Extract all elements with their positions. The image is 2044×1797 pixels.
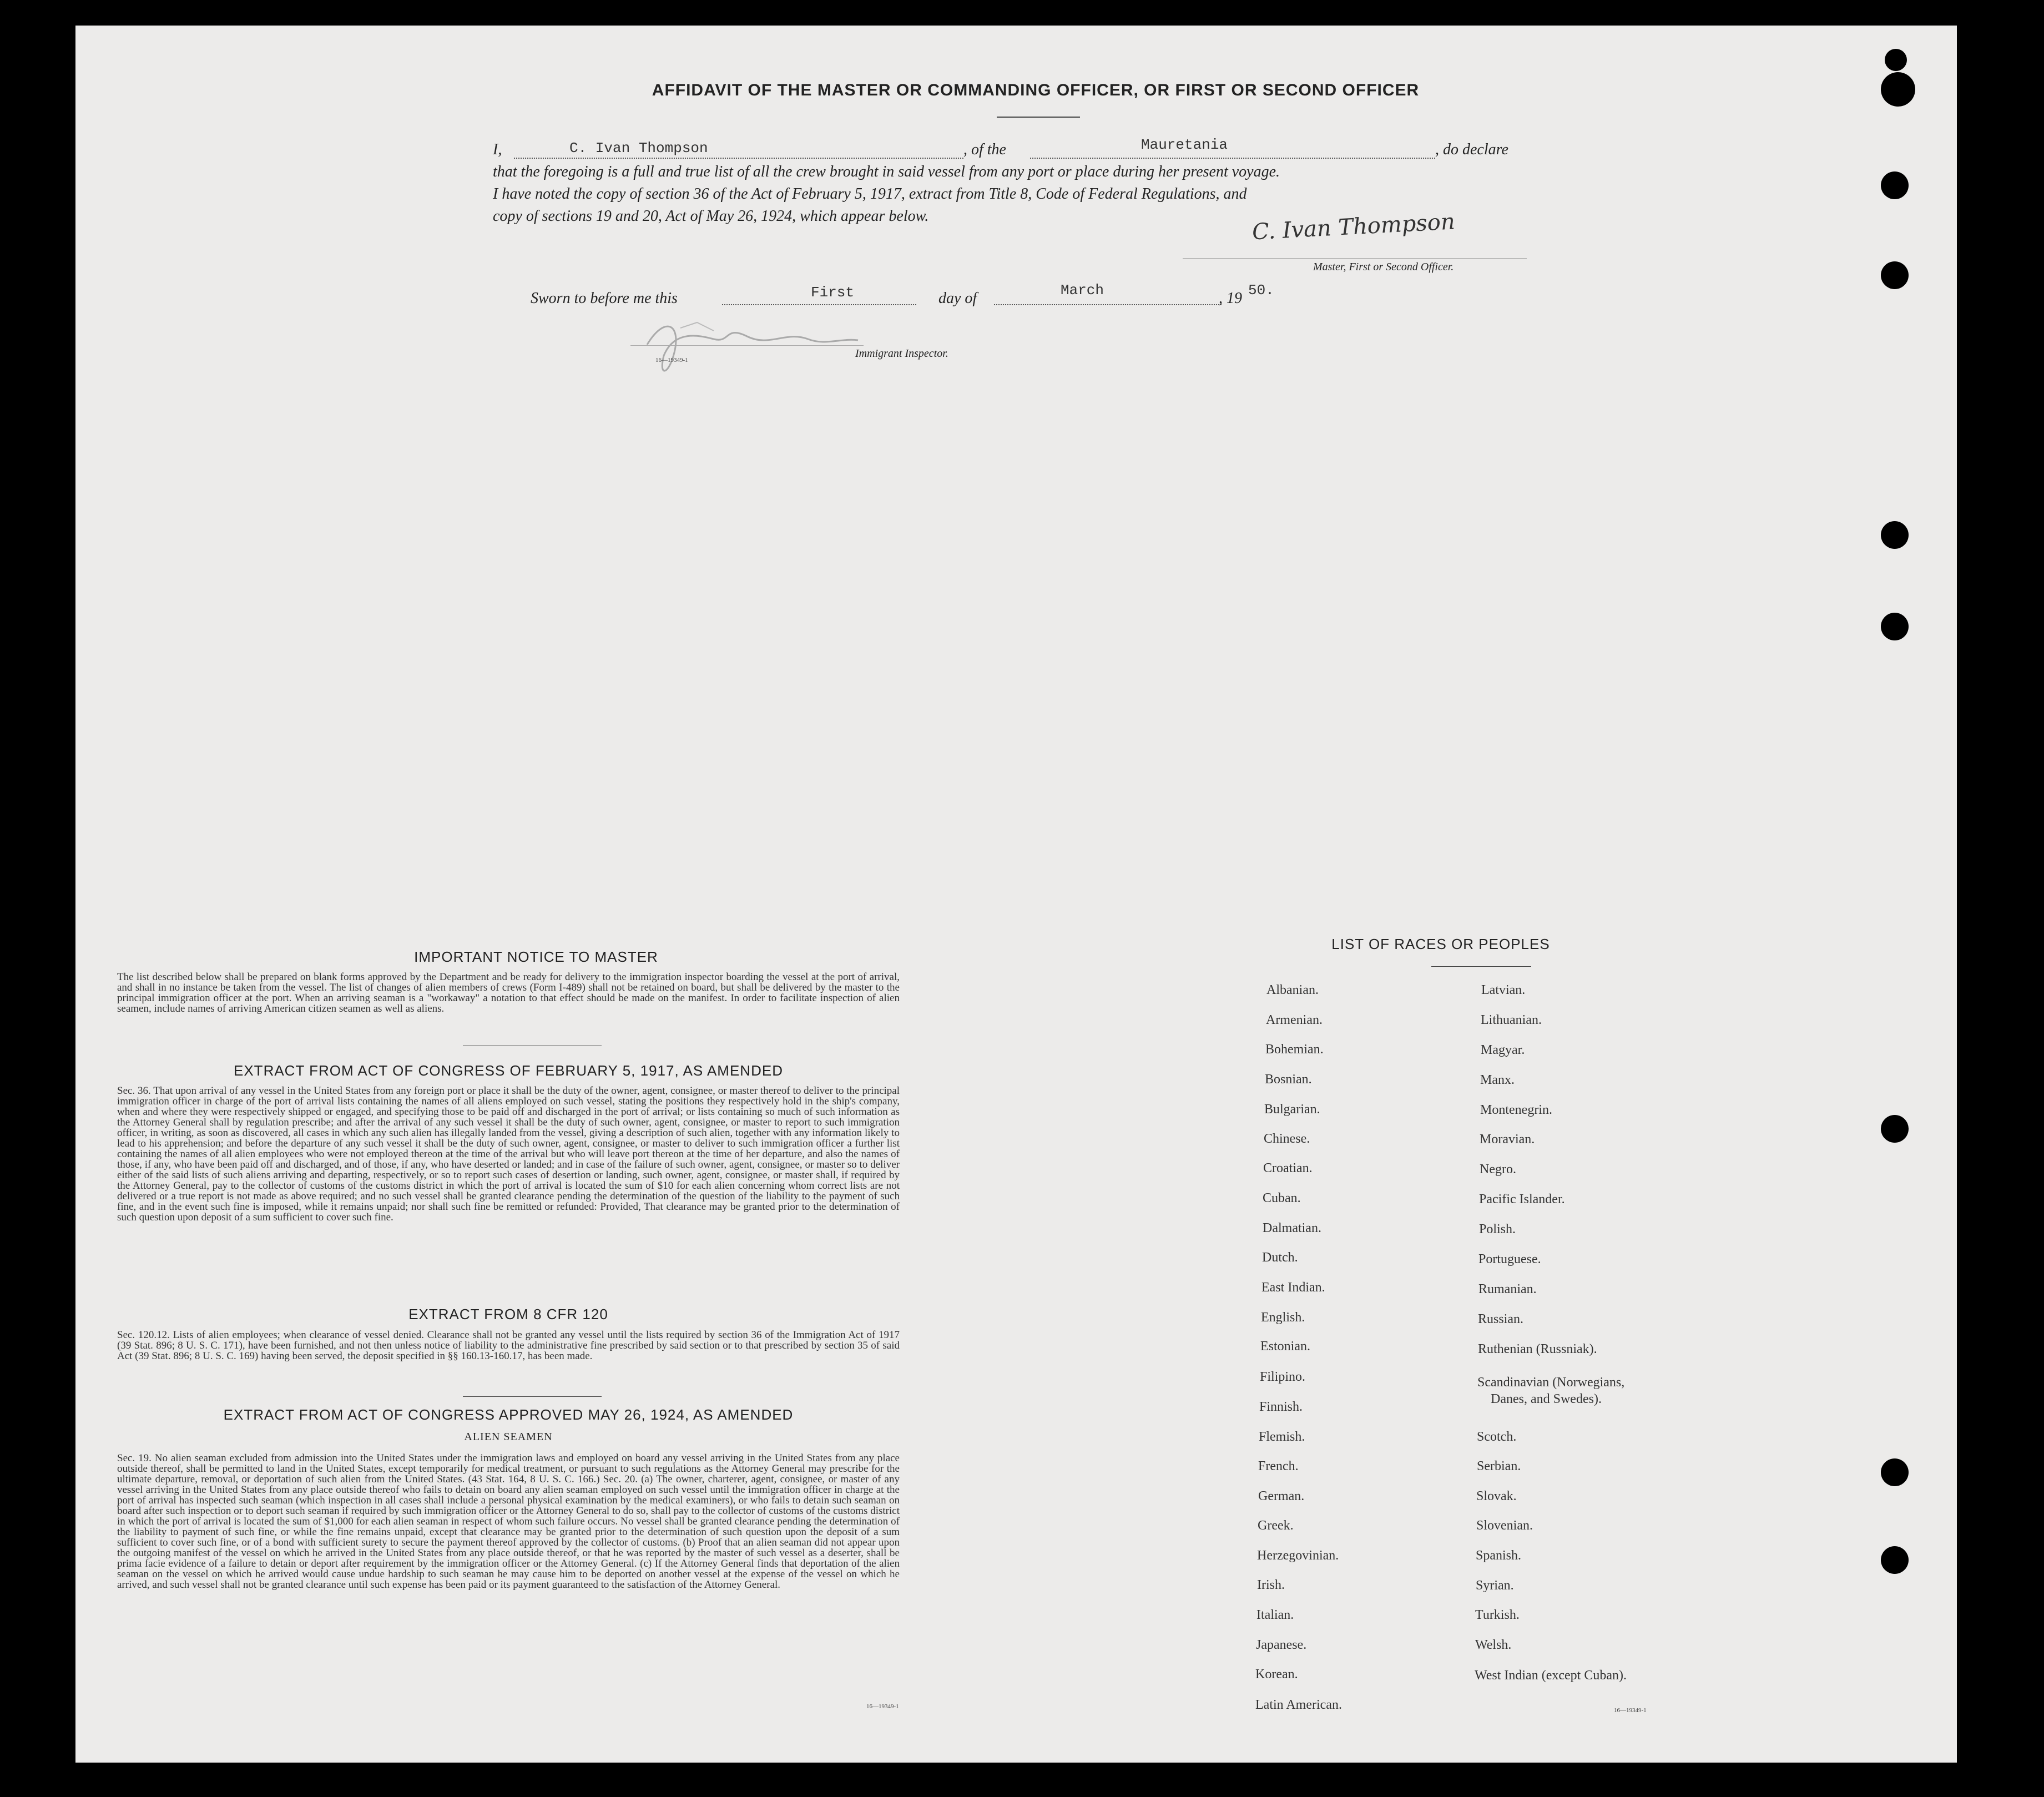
sworn-month: March — [1061, 282, 1104, 299]
race-item: Cuban. — [1263, 1191, 1301, 1205]
race-item: Slovenian. — [1476, 1518, 1533, 1533]
master-caption: Master, First or Second Officer. — [1313, 261, 1454, 273]
master-name-line — [514, 158, 963, 159]
punch-hole — [1881, 171, 1909, 199]
punch-hole — [1881, 1115, 1909, 1143]
vessel-name-line — [1030, 158, 1435, 159]
do-declare-label: , do declare — [1435, 141, 1508, 158]
notice-body: The list described below shall be prepared on blank forms approved by the Department and be ready for delivery to the immigration inspector boarding the vessel at the port of arrival, and shall in no instance be taken from the vessel. The list of changes of alien members of crews (Form I-489) shall not be retained on board, but shall be delivered by the master to the principal immigration officer at the port. When an arriving seaman is a "workaway" a notation to that effect should be made on the manifest. In order to facilitate inspection of alien seamen, include names of arriving American citizen seamen as well as aliens. — [117, 971, 900, 1014]
year-prefix: , 19 — [1219, 290, 1242, 307]
race-item: Rumanian. — [1478, 1282, 1537, 1296]
punch-hole — [1881, 1546, 1909, 1574]
extract-1924-subtitle: ALIEN SEAMEN — [464, 1431, 553, 1443]
race-item: Estonian. — [1260, 1339, 1310, 1354]
sworn-day: First — [811, 284, 855, 301]
race-item: Danes, and Swedes). — [1491, 1392, 1602, 1406]
race-item: Slovak. — [1476, 1489, 1517, 1503]
affidavit-form-code: 16—19349-1 — [655, 357, 688, 364]
race-item: Irish. — [1257, 1578, 1285, 1592]
i-label: I, — [493, 141, 502, 158]
race-item: Finnish. — [1259, 1400, 1303, 1414]
extract-form-code: 16—19349-1 — [866, 1703, 899, 1710]
race-item: Serbian. — [1477, 1459, 1521, 1473]
affidavit-title: AFFIDAVIT OF THE MASTER OR COMMANDING OFFICER, OR FIRST OR SECOND OFFICER — [652, 81, 1420, 99]
race-item: Moravian. — [1480, 1132, 1535, 1147]
affidavit-line-3: I have noted the copy of section 36 of the Act of February 5, 1917, extract from Title 8, Code of Federal Regulations, and — [493, 185, 1247, 203]
race-item: West Indian (except Cuban). — [1475, 1668, 1627, 1683]
races-form-code: 16—19349-1 — [1614, 1707, 1647, 1714]
race-item: Lithuanian. — [1481, 1013, 1542, 1027]
extract-cfr-title: EXTRACT FROM 8 CFR 120 — [408, 1306, 608, 1322]
race-item: Pacific Islander. — [1479, 1192, 1565, 1207]
master-signature: C. Ivan Thompson — [1251, 209, 1456, 245]
punch-hole — [1885, 49, 1907, 71]
race-item: Armenian. — [1266, 1013, 1323, 1027]
race-item: Italian. — [1256, 1608, 1294, 1622]
race-item: Japanese. — [1256, 1638, 1307, 1652]
inspector-signature — [630, 306, 869, 381]
race-item: Polish. — [1479, 1222, 1516, 1236]
race-item: Montenegrin. — [1480, 1103, 1552, 1117]
punch-hole — [1881, 1458, 1909, 1486]
extract-cfr-body: Sec. 120.12. Lists of alien employees; when clearance of vessel denied. Clearance shall not be granted any vessel until the lists required by section 36 of the Immigration Act of 1917 (39 Stat. 896; 8 U. S. C. 171), have been furnished, and not then unless notice of liability to the administrative fine prescribed by said section or to that prescribed by section 35 of said Act (39 Stat. 896; 8 U. S. C. 169) having been served, the deposit specified in §§ 160.13-160.17, has been made. — [117, 1329, 900, 1362]
extract-1924-title: EXTRACT FROM ACT OF CONGRESS APPROVED MAY 26, 1924, AS AMENDED — [223, 1406, 794, 1423]
race-item: Welsh. — [1475, 1638, 1512, 1652]
race-item: Flemish. — [1259, 1430, 1305, 1444]
race-item: Manx. — [1480, 1073, 1515, 1087]
punch-hole — [1881, 521, 1909, 549]
cfr-rule — [463, 1396, 602, 1397]
race-item: German. — [1258, 1489, 1305, 1503]
sworn-label: Sworn to before me this — [531, 290, 678, 307]
race-item: East Indian. — [1261, 1280, 1325, 1295]
title-rule — [997, 117, 1080, 118]
race-item: Albanian. — [1266, 983, 1319, 997]
race-item: Croatian. — [1263, 1161, 1313, 1175]
race-item: Magyar. — [1481, 1043, 1525, 1057]
race-item: Negro. — [1480, 1162, 1516, 1177]
race-item: Ruthenian (Russniak). — [1478, 1342, 1597, 1356]
inspector-signature-rule — [630, 345, 864, 346]
punch-hole — [1881, 261, 1909, 289]
race-item: Portuguese. — [1478, 1252, 1541, 1266]
race-item: Bohemian. — [1265, 1042, 1324, 1057]
sworn-day-line — [722, 304, 916, 305]
race-item: Dutch. — [1262, 1250, 1298, 1265]
race-item: Dalmatian. — [1263, 1221, 1321, 1235]
punch-hole — [1881, 72, 1915, 107]
races-rule — [1431, 966, 1531, 967]
race-item: Filipino. — [1260, 1370, 1306, 1384]
document-page — [75, 26, 1957, 1763]
race-item: Scotch. — [1477, 1430, 1517, 1444]
race-item: Latvian. — [1481, 983, 1526, 997]
year-suffix: 50. — [1248, 282, 1274, 299]
race-item: Latin American. — [1255, 1698, 1342, 1712]
notice-title: IMPORTANT NOTICE TO MASTER — [414, 948, 658, 965]
race-item: Bulgarian. — [1264, 1102, 1320, 1117]
race-item: Bosnian. — [1265, 1072, 1312, 1087]
race-item: English. — [1261, 1310, 1305, 1325]
extract-1917-title: EXTRACT FROM ACT OF CONGRESS OF FEBRUARY 5, 1917, AS AMENDED — [234, 1062, 783, 1079]
race-item: Greek. — [1258, 1518, 1294, 1533]
extract-1917-body: Sec. 36. That upon arrival of any vessel in the United States from any foreign port or place it shall be the duty of the owner, agent, consignee, or master thereof to deliver to the principal immigration officer in charge of the port of arrival lists containing the names of all aliens employed on such vessel, stating the positions they respectively hold in the ship's company, when and where they were respectively shipped or engaged, and specifying those to be paid off and discharged in the port of arrival; or lists containing so much of such information as the Attorney General shall by regulation prescribe; and after the arrival of any such vessel it shall be the duty of such owner, agent, consignee, or master to report to such immigration officer, in writing, as soon as discovered, all cases in which any such alien has illegally landed from the vessel, giving a description of such alien, together with any information likely to lead to his apprehension; and before the departure of any such vessel it shall be the duty of such owner, agent, consignee, or master to deliver to such immigration officer a further list containing the names of all alien employees who were not employed thereon at the time of the arrival but who will leave port thereon at the time of her departure, and also the names of those, if any, who have been paid off and discharged, and of those, if any, who have deserted or landed; and in case of the failure of such owner, agent, consignee, or master so to deliver either of the said lists of such aliens arriving and departing, respectively, or so to report such cases of desertion or landing, such owner, agent, consignee, or master shall, if required by the Attorney General, pay to the collector of customs of the customs district in which the port of arrival is located the sum of $10 for each alien concerning whom correct lists are not delivered or a true report is not made as above required; and no such vessel shall be granted clearance pending the determination of the question of the liability to the payment of such fine, and in the event such fine is imposed, while it remains unpaid; nor shall such fine be remitted or refunded: Provided, That clearance may be granted prior to the determination of such question upon deposit of a sum sufficient to cover such fine. — [117, 1085, 900, 1223]
day-of-label: day of — [938, 290, 977, 307]
master-name: C. Ivan Thompson — [569, 140, 708, 157]
race-item: French. — [1258, 1459, 1299, 1473]
race-item: Russian. — [1478, 1312, 1524, 1326]
race-item: Scandinavian (Norwegians, — [1477, 1375, 1625, 1390]
race-item: Spanish. — [1476, 1548, 1522, 1563]
race-item: Chinese. — [1264, 1132, 1310, 1146]
race-item: Korean. — [1255, 1667, 1298, 1682]
of-the-label: , of the — [963, 141, 1006, 158]
race-item: Turkish. — [1475, 1608, 1520, 1622]
vessel-name: Mauretania — [1141, 137, 1228, 153]
affidavit-line-4: copy of sections 19 and 20, Act of May 26, 1924, which appear below. — [493, 208, 929, 225]
race-item: Syrian. — [1476, 1578, 1514, 1593]
sworn-month-line — [994, 304, 1222, 305]
affidavit-line-2: that the foregoing is a full and true list of all the crew brought in said vessel from any port or place during her present voyage. — [493, 163, 1280, 180]
punch-hole — [1881, 613, 1909, 640]
inspector-caption: Immigrant Inspector. — [855, 347, 948, 360]
extract-1924-body: Sec. 19. No alien seaman excluded from admission into the United States under the immigration laws and employed on board any vessel arriving in the United States from any place outside thereof, shall be permitted to land in the United States, except temporarily for medical treatment, or pursuant to such regulations as the Attorney General may prescribe for the ultimate departure, removal, or deportation of such alien from the United States. (43 Stat. 164, 8 U. S. C. 166.) Sec. 20. (a) The owner, charterer, agent, consignee, or master of any vessel arriving in the United States from any place outside thereof who fails to detain on board any alien seaman employed on such vessel until the immigration officer in charge at the port of arrival has inspected such seaman (which inspection in all cases shall include a personal physical examination by the medical examiners), or who fails to detain such seaman on board after such inspection or to deport such seaman if required by such immigration officer or the Attorney General to do so, shall pay to the collector of customs of the customs district in which the port of arrival is located the sum of $1,000 for each alien seaman in respect of whom such failure occurs. No vessel shall be granted clearance pending the determination of the liability to payment of such fine, or while the fine remains unpaid, except that clearance may be granted prior to the determination of such question upon the deposit of a sum sufficient to cover such fine, or of a bond with sufficient surety to secure the payment thereof approved by the collector of customs. (b) Proof that an alien seaman did not appear upon the outgoing manifest of the vessel on which he arrived in the United States from any place outside thereof, or that he was reported by the master of such vessel as a deserter, shall be prima facie evidence of a failure to detain or deport after requirement by the immigration officer or the Attorney General. (c) If the Attorney General finds that deportation of the alien seaman on the vessel on which he arrived would cause undue hardship to such seaman he may cause him to be deported on another vessel at the expense of the vessel on which he arrived, and such vessel shall not be granted clearance until such expense has been paid or its payment guaranteed to the satisfaction of the Attorney General. — [117, 1452, 900, 1591]
race-item: Herzegovinian. — [1257, 1548, 1339, 1563]
races-title: LIST OF RACES OR PEOPLES — [1331, 936, 1550, 952]
